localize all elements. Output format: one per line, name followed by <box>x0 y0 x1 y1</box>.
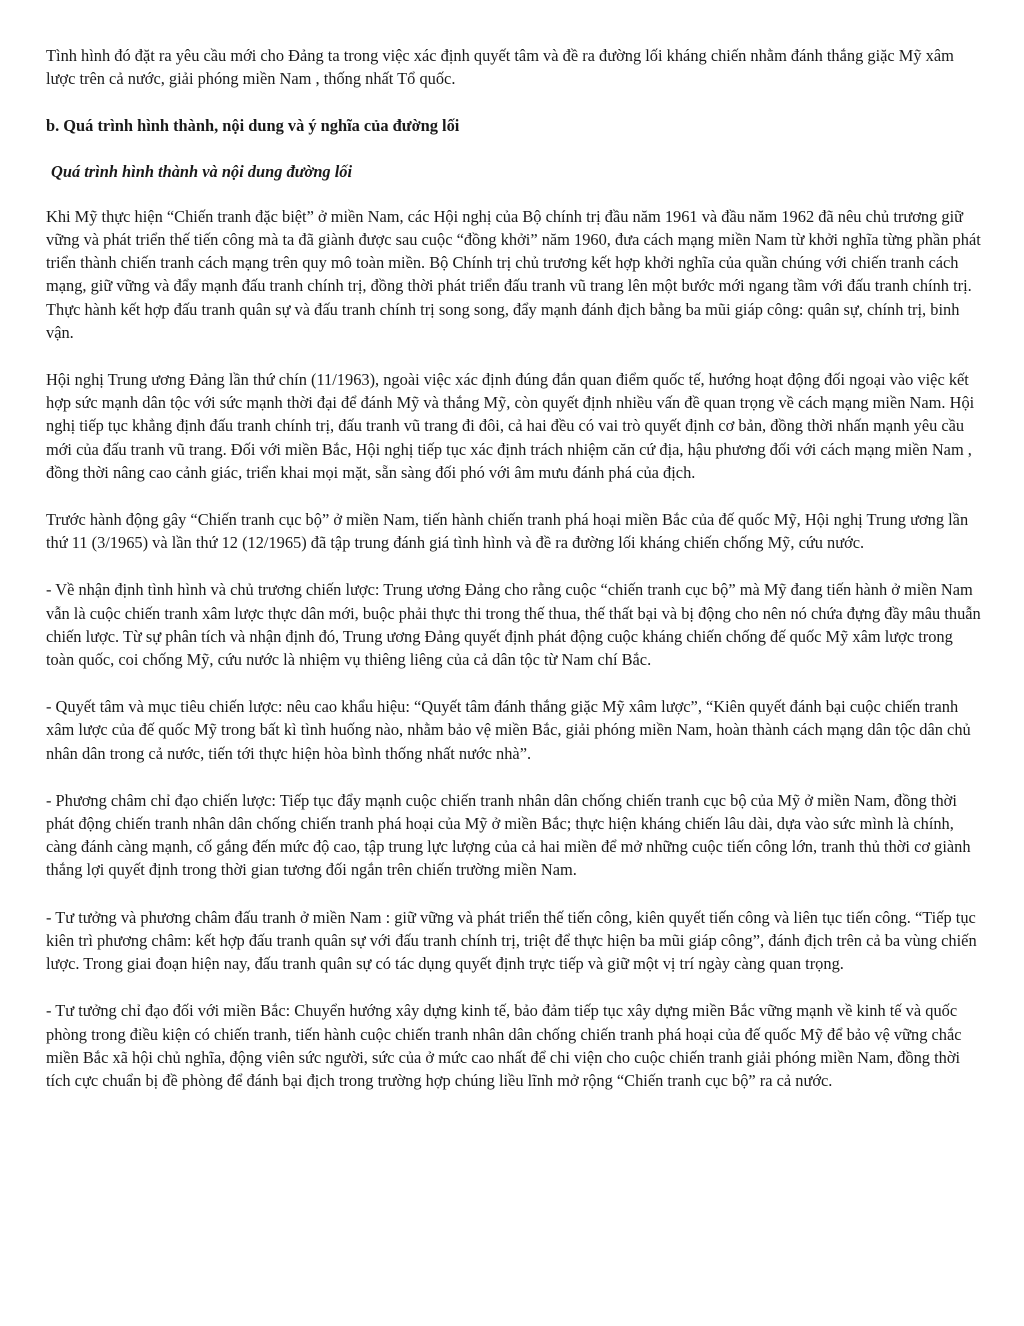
body-paragraph: - Tư tưởng chỉ đạo đối với miền Bắc: Chuyển hướng xây dựng kinh tế, bảo đảm tiếp tục xây dựng miền Bắc vững mạnh về kinh tế và quốc phòng trong điều kiện có chiến tranh, tiến hành cuộc chiến tranh nhân dân chống chiến tranh phá hoại của đế quốc Mỹ để bảo vệ vững chắc miền Bắc xã hội chủ nghĩa, động viên sức người, sức của ở mức cao nhất để chi viện cho cuộc chiến tranh giải phóng miền Nam, đồng thời tích cực chuẩn bị đề phòng để đánh bại địch trong trường hợp chúng liều lĩnh mở rộng “Chiến tranh cục bộ” ra cả nước. <box>46 1001 962 1090</box>
body-paragraph: Trước hành động gây “Chiến tranh cục bộ” ở miền Nam, tiến hành chiến tranh phá hoại miền Bắc của đế quốc Mỹ, Hội nghị Trung ương lần thứ 11 (3/1965) và lần thứ 12 (12/1965) đã tập trung đánh giá tình hình và đề ra đường lối kháng chiến chống Mỹ, cứu nước. <box>46 510 969 553</box>
body-paragraph: - Quyết tâm và mục tiêu chiến lược: nêu cao khẩu hiệu: “Quyết tâm đánh thắng giặc Mỹ xâm lược”, “Kiên quyết đánh bại cuộc chiến tranh xâm lược của đế quốc Mỹ trong bất kì tình huống nào, nhằm bảo vệ miền Bắc, giải phóng miền Nam, hoàn thành cách mạng dân tộc dân chủ nhân dân trong cả nước, tiến tới thực hiện hòa bình thống nhất nước nhà”. <box>46 697 971 763</box>
body-paragraph: - Về nhận định tình hình và chủ trương chiến lược: Trung ương Đảng cho rằng cuộc “chiến tranh cục bộ” mà Mỹ đang tiến hành ở miền Nam vẫn là cuộc chiến tranh xâm lược thực dân mới, buộc phải thực thi trong thế thua, thế thất bại và bị động cho nên nó chứa đựng đầy mâu thuẫn chiến lược. Từ sự phân tích và nhận định đó, Trung ương Đảng quyết định phát động cuộc kháng chiến chống đế quốc Mỹ xâm lược trong toàn quốc, coi chống Mỹ, cứu nước là nhiệm vụ thiêng liêng của cả dân tộc từ Nam chí Bắc. <box>46 580 981 670</box>
body-paragraph: Khi Mỹ thực hiện “Chiến tranh đặc biệt” ở miền Nam, các Hội nghị của Bộ chính trị đầu năm 1961 và đầu năm 1962 đã nêu chủ trương giữ vững và phát triển thế tiến công mà ta đã giành được sau cuộc “đồng khởi” năm 1960, đưa cách mạng miền Nam từ khởi nghĩa từng phần phát triển thành chiến tranh cách mạng trên quy mô toàn miền. Bộ Chính trị chủ trương kết hợp khởi nghĩa của quần chúng với chiến tranh cách mạng, giữ vững và đẩy mạnh đấu tranh chính trị, đồng thời phát triển đấu tranh vũ trang lên một bước mới ngang tầm với đấu tranh chính trị. Thực hành kết hợp đấu tranh quân sự và đấu tranh chính trị song song, đẩy mạnh đánh địch bằng ba mũi giáp công: quân sự, chính trị, binh vận. <box>46 206 981 342</box>
body-paragraph: - Tư tưởng và phương châm đấu tranh ở miền Nam : giữ vững và phát triển thế tiến công, kiên quyết tiến công và liên tục tiến công. “Tiếp tục kiên trì phương châm: kết hợp đấu tranh quân sự với đấu tranh chính trị, triệt để thực hiện ba mũi giáp công”, đánh địch trên cả ba vùng chiến lược. Trong giai đoạn hiện nay, đấu tranh quân sự có tác dụng quyết định trực tiếp và giữ một vị trí ngày càng quan trọng. <box>46 907 977 974</box>
body-paragraph: - Phương châm chỉ đạo chiến lược: Tiếp tục đẩy mạnh cuộc chiến tranh nhân dân chống chiến tranh cục bộ của Mỹ ở miền Nam, đồng thời phát động chiến tranh nhân dân chống chiến tranh phá hoại của Mỹ ở miền Bắc; thực hiện kháng chiến lâu dài, dựa vào sức mình là chính, càng đánh càng mạnh, cố gắng đến mức độ cao, tập trung lực lượng của cả hai miền để mở những cuộc tiến công lớn, tranh thủ thời cơ giành thắng lợi quyết định trong thời gian tương đối ngắn trên chiến trường miền Nam. <box>46 790 971 880</box>
intro-paragraph: Tình hình đó đặt ra yêu cầu mới cho Đảng ta trong việc xác định quyết tâm và đề ra đường lối kháng chiến nhằm đánh thắng giặc Mỹ xâm lược trên cả nước, giải phóng miền Nam , thống nhất Tổ quốc. <box>46 46 954 89</box>
section-heading: b. Quá trình hình thành, nội dung và ý nghĩa của đường lối <box>46 116 460 136</box>
body-paragraph: Hội nghị Trung ương Đảng lần thứ chín (11/1963), ngoài việc xác định đúng đắn quan điểm quốc tế, hướng hoạt động đối ngoại vào việc kết hợp sức mạnh dân tộc với sức mạnh thời đại để đánh Mỹ và thắng Mỹ, còn quyết định nhiều vấn đề quan trọng về cách mạng miền Nam. Hội nghị tiếp tục khẳng định đấu tranh chính trị, đấu tranh vũ trang đi đôi, cả hai đều có vai trò quyết định cơ bản, đồng thời nhấn mạnh yêu cầu mới của đấu tranh vũ trang. Đối với miền Bắc, Hội nghị tiếp tục xác định trách nhiệm căn cứ địa, hậu phương đối với cách mạng miền Nam , đồng thời nâng cao cảnh giác, triển khai mọi mặt, sẵn sàng đối phó với âm mưu đánh phá của địch. <box>46 370 975 482</box>
document-page <box>46 44 982 1116</box>
subsection-heading: Quá trình hình thành và nội dung đường lối <box>51 161 353 181</box>
